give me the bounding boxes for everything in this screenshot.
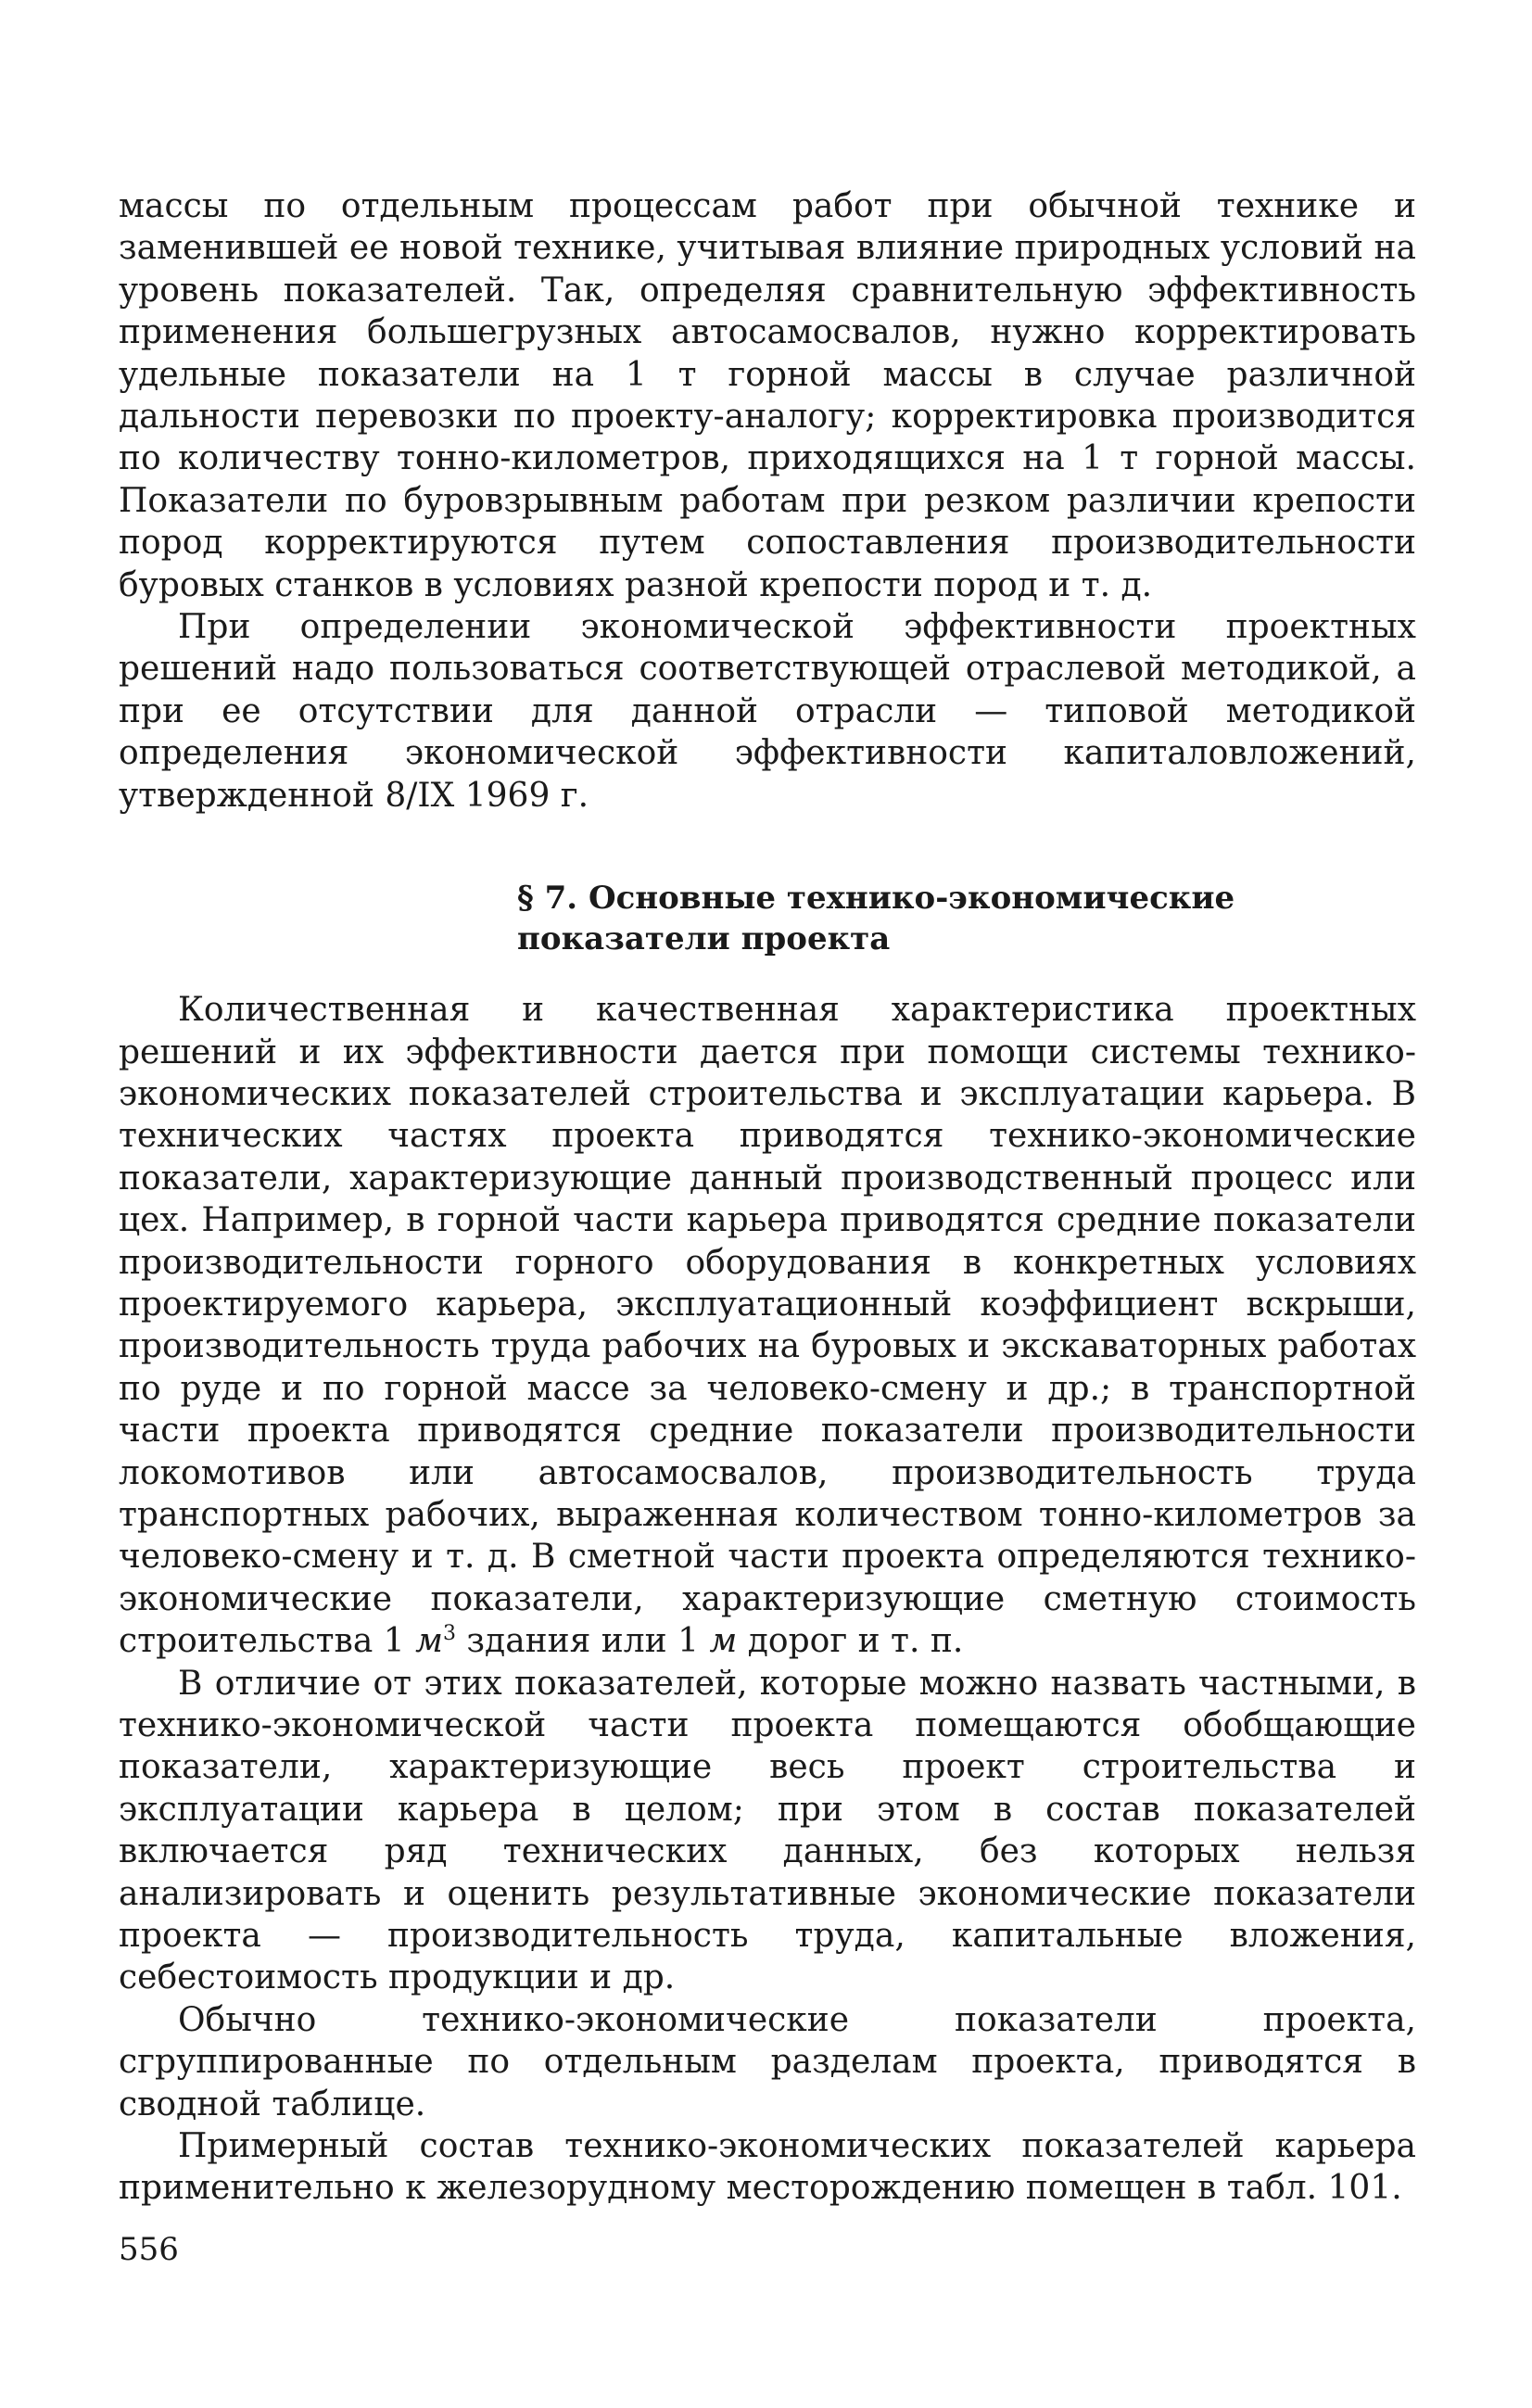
paragraph-text-part-2: здания или 1 [455,1622,710,1661]
paragraph-continuation: массы по отдельным процессам работ при обычной технике и заменившей ее новой технике, учитывая влияние природных условий на уровень показателей. Так, определяя сравнительную эффективность применения большегрузных автосамосвалов, нужно корректировать удельные показатели на 1 т горной массы в случае различной дальности перевозки по проекту-аналогу; корректировка производится по количеству тонно-километров, приходящихся на 1 т горной массы. Показатели по буровзрывным работам при резком различии крепости пород корректируются путем сопоставления производительности буровых станков в условиях разной крепости пород и т. д. [119,187,1416,604]
paragraph-text-part-3: дорог и т. п. [737,1622,964,1661]
page-number: 556 [119,2231,179,2268]
section-heading [119,878,1416,959]
section-heading-line-2: показатели проекта [517,920,891,958]
page-body [119,185,1416,2210]
section-heading-line-1: § 7. Основные технико-экономические [517,880,1235,918]
paragraph-table-reference: Примерный состав технико-экономических показателей карьера применительно к железорудному месторождению помещен в табл. 101. [119,2127,1416,2208]
paragraph-quantitative-characteristics [119,989,1416,1663]
unit-meter: м [709,1622,738,1661]
paragraph-economic-efficiency: При определении экономической эффективности проектных решений надо пользоваться соответствующей отраслевой методикой, а при ее отсутствии для данной отрасли — типовой методикой определения экономической эффективности капиталовложений, утвержденной 8/IX 1969 г. [119,608,1416,815]
unit-superscript: 3 [442,1622,456,1646]
paragraph-text-part-1: Количественная и качественная характеристика проектных решений и их эффективности дается при помощи системы технико-экономических показателей строительства и эксплуатации карьера. В технических частях проекта приводятся технико-экономические показатели, характеризующие данный производственный процесс или цех. Например, в горной части карьера приводятся средние показатели производительности горного оборудования в конкретных условиях проектируемого карьера, эксплуатационный коэффициент вскрыши, производительность труда рабочих на буровых и экскаваторных работах по руде и по горной массе за человеко-смену и др.; в транспортной части проекта приводятся средние показатели производительности локомотивов или автосамосвалов, производительность труда транспортных рабочих, выраженная количеством тонно-километров за человеко-смену и т. д. В сметной части проекта определяются технико-экономические показатели, характеризующие сметную стоимость строительства 1 [119,991,1416,1661]
paragraph-summary-table: Обычно технико-экономические показатели проекта, сгруппированные по отдельным разделам проекта, приводятся в сводной таблице. [119,2000,1416,2123]
paragraph-general-indicators: В отличие от этих показателей, которые можно назвать частными, в технико-экономической части проекта помещаются обобщающие показатели, характеризующие весь проект строительства и эксплуатации карьера в целом; при этом в состав показателей включается ряд технических данных, без которых нельзя анализировать и оценить результативные экономические показатели проекта — производительность труда, капитальные вложения, себестоимость продукции и др. [119,1664,1416,1997]
unit-cubic-meter: м [415,1622,443,1661]
